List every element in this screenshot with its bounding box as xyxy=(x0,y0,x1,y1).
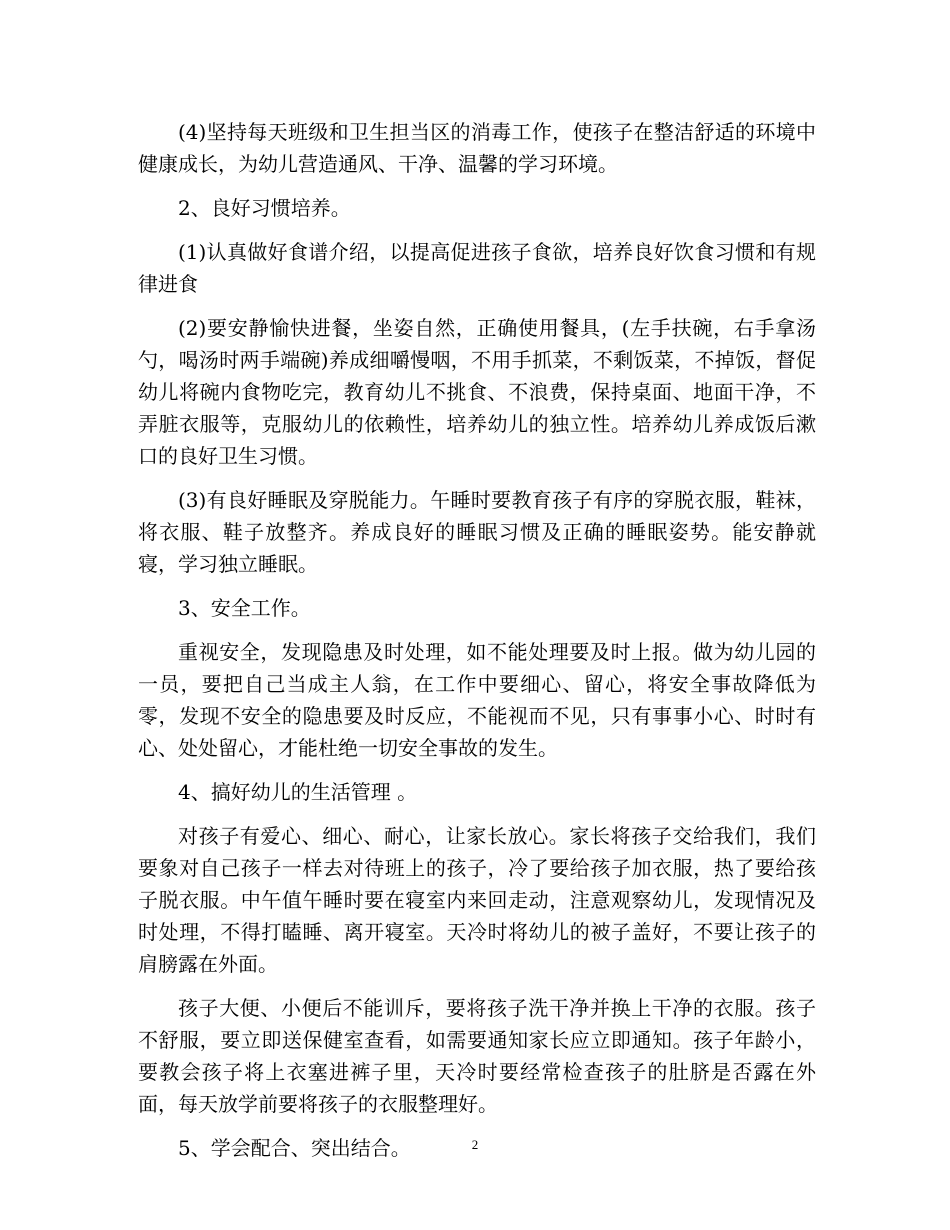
paragraph-care: 对孩子有爱心、细心、耐心，让家长放心。家长将孩子交给我们，我们要象对自己孩子一样去对待班上的孩子，冷了要给孩子加衣服，热了要给孩子脱衣服。中午值午睡时要在寝室内来回走动，注意观察幼儿，发现情况及时处理，不得打瞌睡、离开寝室。天冷时将幼儿的被子盖好，不要让孩子的肩膀露在外面。 xyxy=(138,824,816,976)
paragraph-safety: 重视安全，发现隐患及时处理，如不能处理要及时上报。做为幼儿园的一员，要把自己当成主人翁，在工作中要细心、留心，将安全事故降低为零，发现不安全的隐患要及时反应，不能视而不见，只有事事小心、时时有心、处处留心，才能杜绝一切安全事故的发生。 xyxy=(138,640,816,760)
paragraph-toilet: 孩子大便、小便后不能训斥，要将孩子洗干净并换上干净的衣服。孩子不舒服，要立即送保健室查看，如需要通知家长应立即通知。孩子年龄小，要教会孩子将上衣塞进裤子里，天冷时要经常检查孩子的肚脐是否露在外面，每天放学前要将孩子的衣服整理好。 xyxy=(138,996,816,1116)
paragraph-item-4-disinfection: (4)坚持每天班级和卫生担当区的消毒工作，使孩子在整洁舒适的环境中健康成长，为幼儿营造通风、干净、温馨的学习环境。 xyxy=(138,120,816,176)
section-heading-cooperation: 5、学会配合、突出结合。 xyxy=(178,1136,411,1160)
paragraph-item-1-menu: (1)认真做好食谱介绍，以提高促进孩子食欲，培养良好饮食习惯和有规律进食 xyxy=(138,240,816,296)
section-heading-safety: 3、安全工作。 xyxy=(178,596,311,620)
page-number: 2 xyxy=(471,1137,479,1152)
section-heading-life-management: 4、搞好幼儿的生活管理 。 xyxy=(178,780,418,804)
paragraph-item-2-eating: (2)要安静愉快进餐，坐姿自然，正确使用餐具，(左手扶碗，右手拿汤勺，喝汤时两手端碗)养成细嚼慢咽，不用手抓菜，不剩饭菜，不掉饭，督促幼儿将碗内食物吃完，教育幼儿不挑食、不浪费，保持桌面、地面干净，不弄脏衣服等，克服幼儿的依赖性，培养幼儿的独立性。培养幼儿养成饭后漱口的良好卫生习惯。 xyxy=(138,316,816,468)
paragraph-item-3-sleep: (3)有良好睡眠及穿脱能力。午睡时要教育孩子有序的穿脱衣服，鞋袜，将衣服、鞋子放整齐。养成良好的睡眠习惯及正确的睡眠姿势。能安静就寝，学习独立睡眠。 xyxy=(138,488,816,576)
document-body xyxy=(138,116,816,1176)
section-heading-habits: 2、良好习惯培养。 xyxy=(178,196,351,220)
